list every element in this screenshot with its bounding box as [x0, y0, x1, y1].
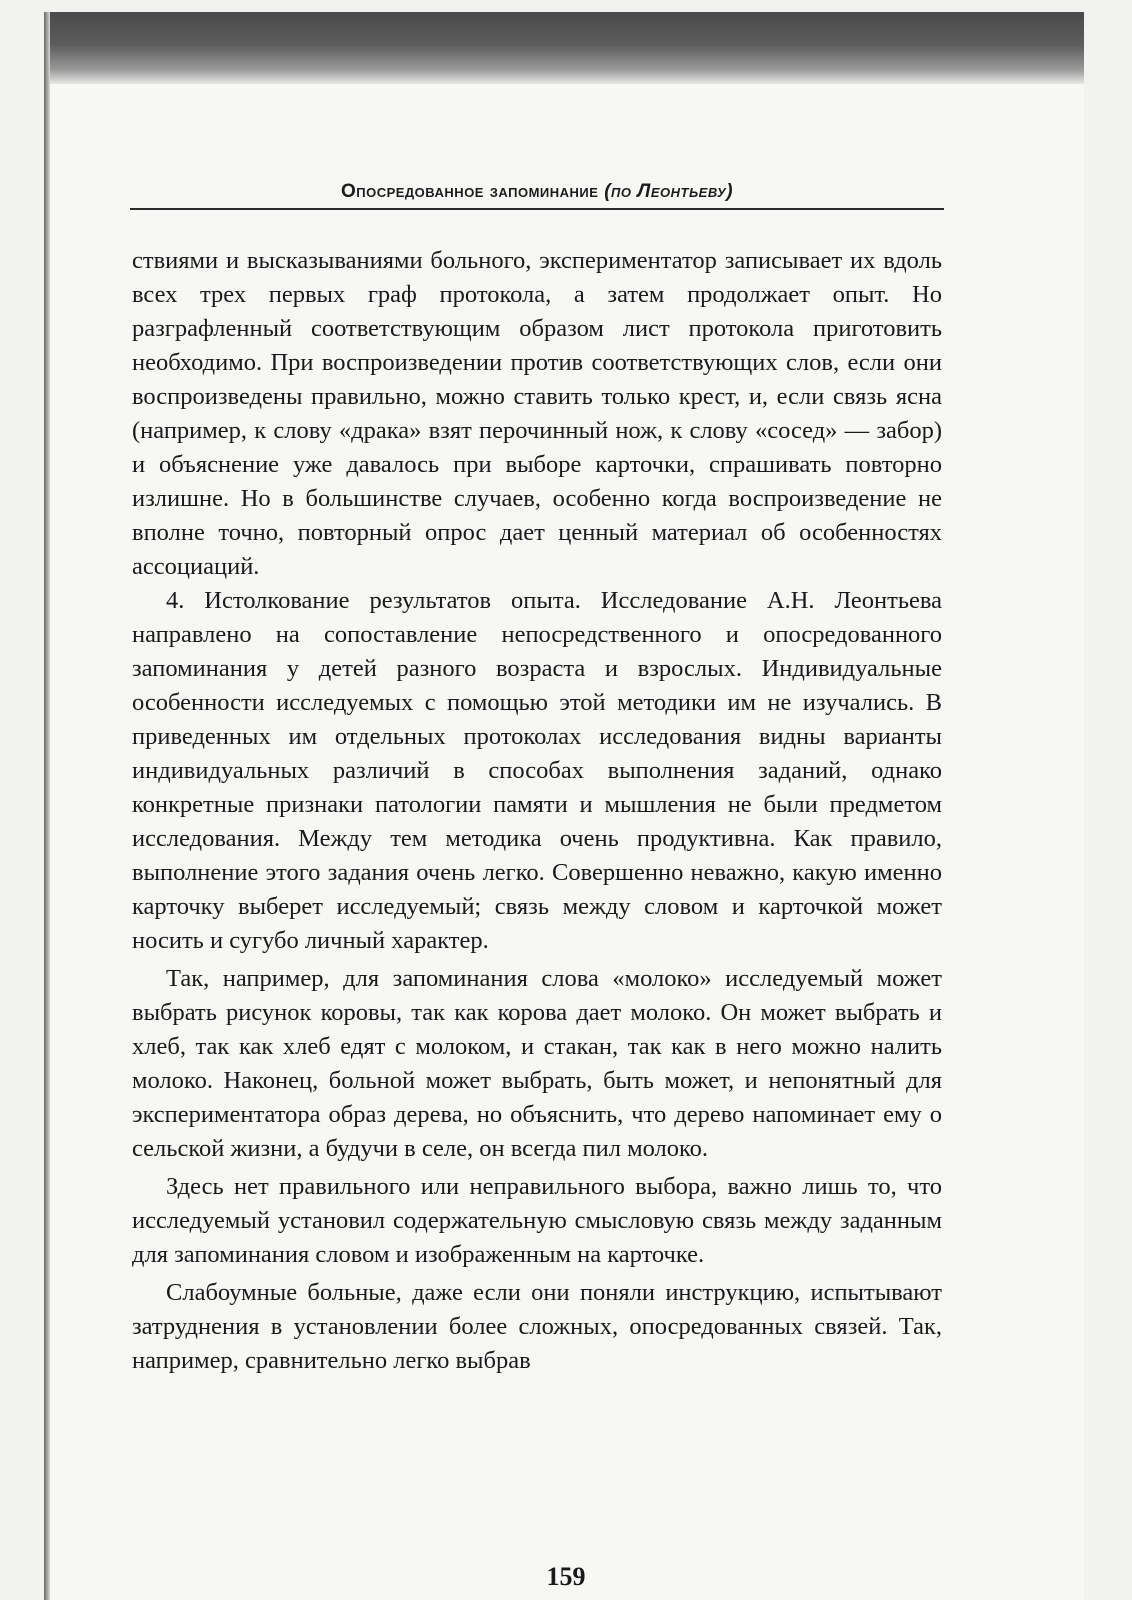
running-header: [130, 180, 944, 204]
scan-shadow-top: [44, 12, 1084, 84]
page-number: 159: [546, 1562, 586, 1591]
running-header-title: Опосредованное запоминание: [340, 181, 605, 202]
body-text: [132, 244, 942, 1378]
running-header-author: (по Леонтьеву): [604, 181, 734, 202]
paragraph-3: Так, например, для запоминания слова «молоко» исследуемый может выбрать рисунок коровы, так как корова дает молоко. Он может выбрать и хлеб, так как хлеб едят с молоком, и стакан, так как в него можно налить молоко. Наконец, больной может выбрать, быть может, и непонятный для экспериментатора образ дерева, но объяснить, что дерево напоминает ему о сельской жизни, а будучи в селе, он всегда пил молоко.: [132, 965, 942, 1162]
paragraph-4: Здесь нет правильного или неправильного выбора, важно лишь то, что исследуемый установил содержательную смысловую связь между заданным для запоминания словом и изображенным на карточке.: [132, 1173, 942, 1268]
paragraph-1: ствиями и высказываниями больного, экспериментатор записывает их вдоль всех трех первых граф протокола, а затем продолжает опыт. Но разграфленный соответствующим образом лист протокола приготовить необходимо. При воспроизведении против соответствующих слов, если они воспроизведены правильно, можно ставить только крест, и, если связь ясна (например, к слову «драка» взят перочинный нож, к слову «сосед» — забор) и объяснение уже давалось при выборе карточки, спрашивать повторно излишне. Но в большинстве случаев, особенно когда воспроизведение не вполне точно, повторный опрос дает ценный материал об особенностях ассоциаций.: [132, 247, 942, 580]
header-rule: [130, 208, 944, 210]
paragraph-5: Слабоумные больные, даже если они поняли инструкцию, испытывают затруднения в установлении более сложных, опосредованных связей. Так, например, сравнительно легко выбрав: [132, 1279, 942, 1374]
paragraph-2: 4. Истолкование результатов опыта. Исследование А.Н. Леонтьева направлено на сопоставление непосредственного и опосредованного запоминания у детей разного возраста и взрослых. Индивидуальные особенности исследуемых с помощью этой методики им не изучались. В приведенных им отдельных протоколах исследования видны варианты индивидуальных различий в способах выполнения заданий, однако конкретные признаки патологии памяти и мышления не были предметом исследования. Между тем методика очень продуктивна. Как правило, выполнение этого задания очень легко. Совершенно неважно, какую именно карточку выберет исследуемый; связь между словом и карточкой может носить и сугубо личный характер.: [132, 587, 942, 954]
